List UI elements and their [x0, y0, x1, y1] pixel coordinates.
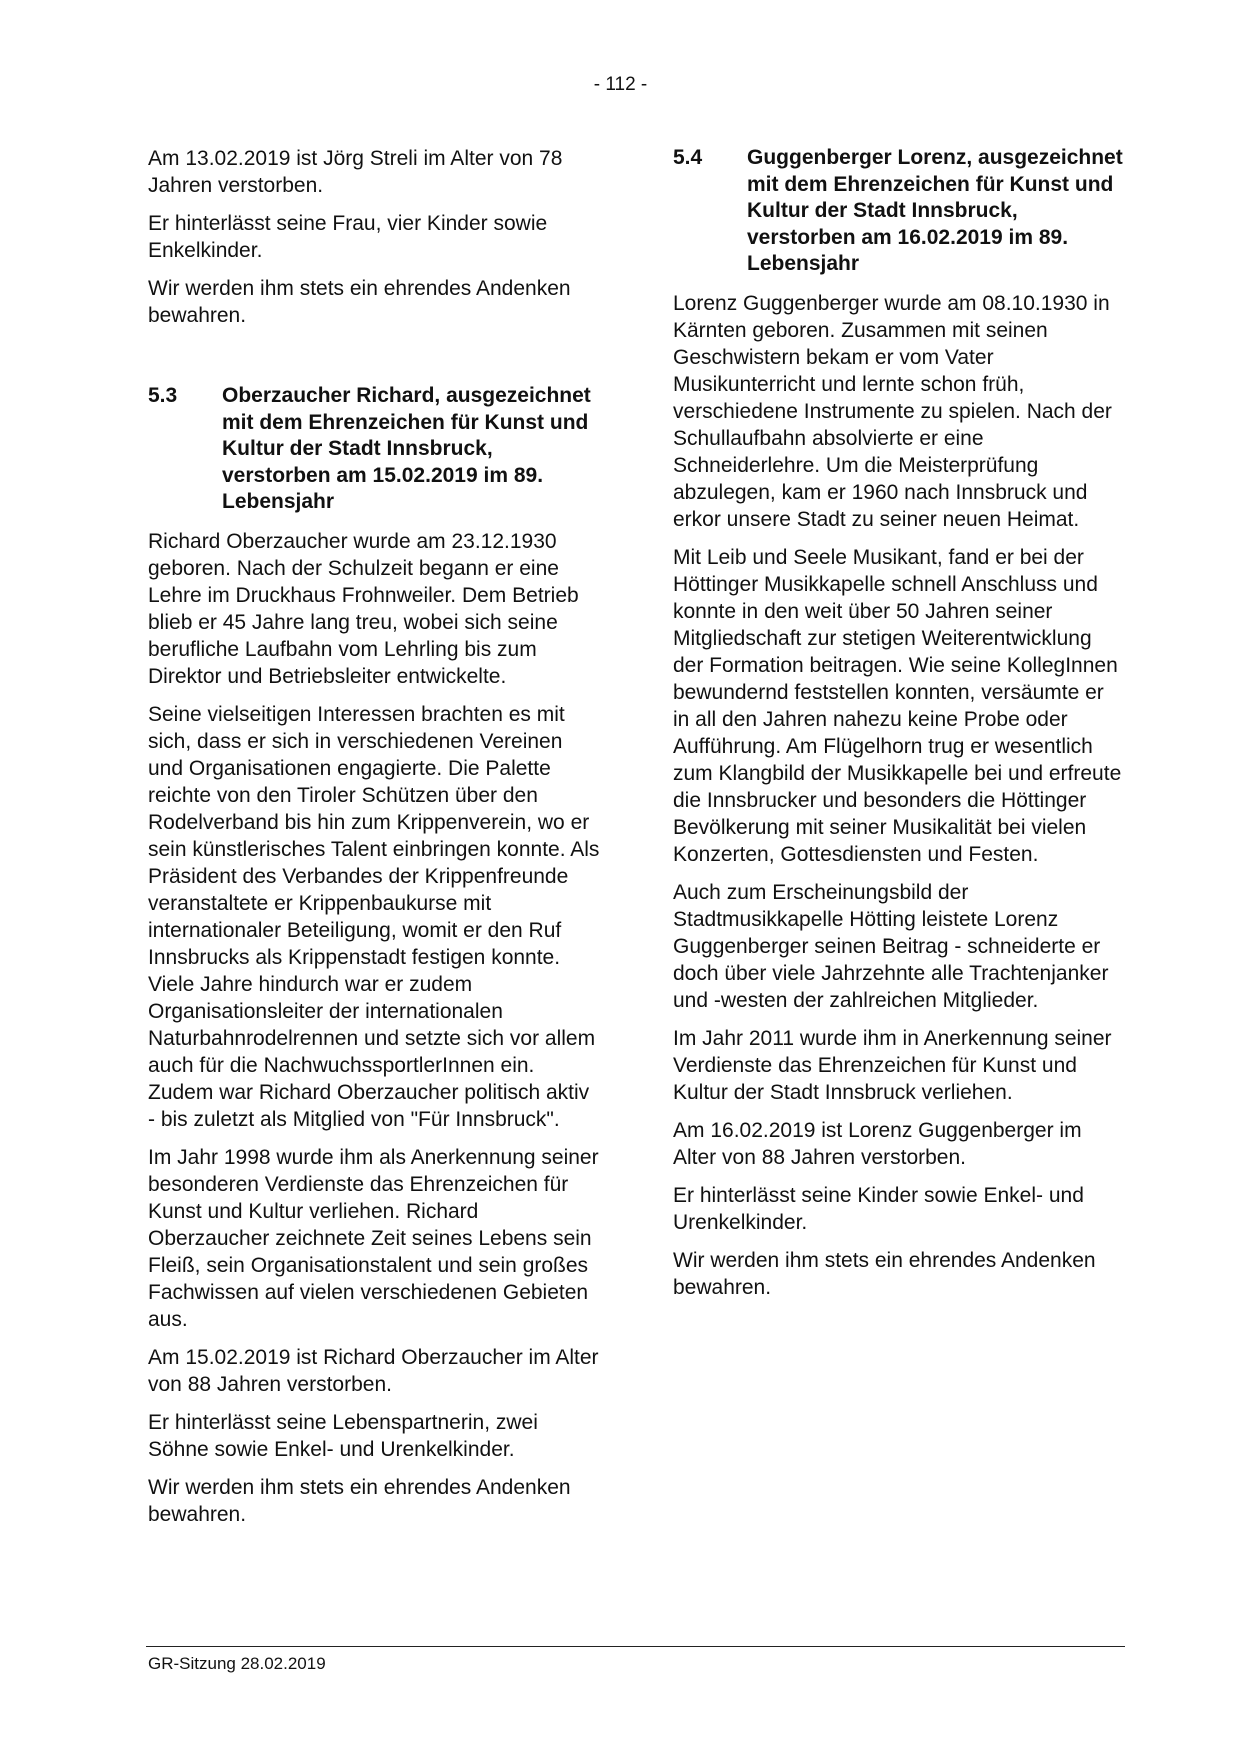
- right-column: [673, 145, 1125, 1312]
- intro-paragraph: Wir werden ihm stets ein ehrendes Andenken bewahren.: [148, 277, 571, 327]
- footer-session-date: GR-Sitzung 28.02.2019: [148, 1654, 326, 1673]
- section-paragraph: Er hinterlässt seine Lebenspartnerin, zwei Söhne sowie Enkel- und Urenkelkinder.: [148, 1410, 538, 1461]
- section-number: 5.4: [673, 146, 703, 169]
- section-paragraph: Richard Oberzaucher wurde am 23.12.1930 geboren. Nach der Schulzeit begann er eine Lehre im Druckhaus Frohnweiler. Dem Betrieb blieb er 45 Jahre lang treu, wobei sich seine berufliche Laufbahn vom Lehrling bis zum Direktor und Betriebsleiter entwickelte.: [148, 529, 579, 688]
- intro-paragraph: Am 13.02.2019 ist Jörg Streli im Alter von 78 Jahren verstorben.: [148, 147, 563, 197]
- intro-paragraph: Er hinterlässt seine Frau, vier Kinder sowie Enkelkinder.: [148, 212, 548, 262]
- section-paragraph: Wir werden ihm stets ein ehrendes Andenken bewahren.: [148, 1475, 571, 1526]
- page-number: - 112 -: [593, 74, 648, 95]
- section-paragraph: Am 16.02.2019 ist Lorenz Guggenberger im Alter von 88 Jahren verstorben.: [673, 1118, 1082, 1169]
- section-title: Guggenberger Lorenz, ausgezeichnet mit dem Ehrenzeichen für Kunst und Kultur der Stadt Innsbruck, verstorben am 16.02.2019 im 89. Lebensjahr: [747, 146, 1123, 275]
- section-heading-5-4: [673, 145, 1125, 278]
- section-paragraph: Wir werden ihm stets ein ehrendes Andenken bewahren.: [673, 1248, 1096, 1299]
- section-title: Oberzaucher Richard, ausgezeichnet mit dem Ehrenzeichen für Kunst und Kultur der Stadt Innsbruck, verstorben am 15.02.2019 im 89. Lebensjahr: [222, 384, 591, 513]
- section-paragraph: Auch zum Erscheinungsbild der Stadtmusikkapelle Hötting leistete Lorenz Guggenberger seinen Beitrag - schneiderte er doch über viele Jahrzehnte alle Trachtenjanker und -westen der zahlreichen Mitglieder.: [673, 880, 1109, 1012]
- section-paragraph: Seine vielseitigen Interessen brachten es mit sich, dass er sich in verschiedenen Vereinen und Organisationen engagierte. Die Palette reichte von den Tiroler Schützen über den Rodelverband bis hin zum Krippenverein, wo er sein künstlerisches Talent einbringen konnte. Als Präsident des Verbandes der Krippenfreunde veranstaltete er Krippenbaukurse mit internationaler Beteiligung, womit er den Ruf Innsbrucks als Krippenstadt festigen konnte. Viele Jahre hindurch war er zudem Organisationsleiter der internationalen Naturbahnrodelrennen und setzte sich vor allem auch für die NachwuchssportlerInnen ein. Zudem war Richard Oberzaucher politisch aktiv - bis zuletzt als Mitglied von "Für Innsbruck".: [148, 702, 600, 1131]
- section-paragraph: Mit Leib und Seele Musikant, fand er bei der Höttinger Musikkapelle schnell Anschluss und konnte in den weit über 50 Jahren seiner Mitgliedschaft zur stetigen Weiterentwicklung der Formation beitragen. Wie seine KollegInnen bewundernd feststellen konnten, versäumte er in all den Jahren nahezu keine Probe oder Aufführung. Am Flügelhorn trug er wesentlich zum Klangbild der Musikkapelle bei und erfreute die Innsbrucker und besonders die Höttinger Bevölkerung mit seiner Musikalität bei vielen Konzerten, Gottesdiensten und Festen.: [673, 545, 1122, 866]
- footer-divider: [146, 1646, 1125, 1647]
- section-heading-5-3: [148, 383, 600, 516]
- section-paragraph: Im Jahr 1998 wurde ihm als Anerkennung seiner besonderen Verdienste das Ehrenzeichen für Kunst und Kultur verliehen. Richard Oberzaucher zeichnete Zeit seines Lebens sein Fleiß, sein Organisationstalent und sein großes Fachwissen auf vielen verschiedenen Gebieten aus.: [148, 1145, 599, 1331]
- left-column: [148, 145, 600, 1539]
- section-paragraph: Er hinterlässt seine Kinder sowie Enkel- und Urenkelkinder.: [673, 1183, 1084, 1234]
- section-paragraph: Lorenz Guggenberger wurde am 08.10.1930 in Kärnten geboren. Zusammen mit seinen Geschwistern bekam er vom Vater Musikunterricht und lernte schon früh, verschiedene Instrumente zu spielen. Nach der Schullaufbahn absolvierte er eine Schneiderlehre. Um die Meisterprüfung abzulegen, kam er 1960 nach Innsbruck und erkor unsere Stadt zu seiner neuen Heimat.: [673, 291, 1112, 531]
- section-number: 5.3: [148, 384, 178, 407]
- section-paragraph: Im Jahr 2011 wurde ihm in Anerkennung seiner Verdienste das Ehrenzeichen für Kunst und Kultur der Stadt Innsbruck verliehen.: [673, 1026, 1112, 1104]
- section-paragraph: Am 15.02.2019 ist Richard Oberzaucher im Alter von 88 Jahren verstorben.: [148, 1345, 599, 1396]
- section-spacer: [148, 340, 600, 383]
